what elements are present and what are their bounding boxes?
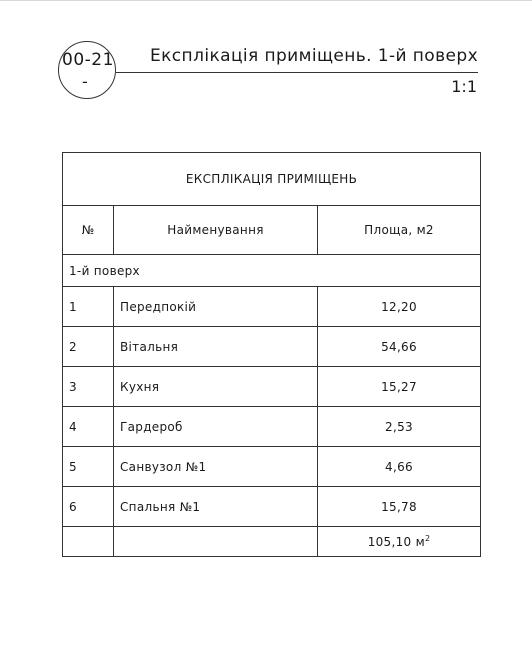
floor-group-row — [63, 255, 481, 287]
room-area: 15,27 — [318, 367, 481, 407]
drawing-title: Експлікація приміщень. 1-й поверх — [150, 46, 479, 66]
table-row — [63, 367, 481, 407]
room-name: Санвузол №1 — [114, 447, 318, 487]
room-name: Передпокій — [114, 287, 318, 327]
room-number: 1 — [63, 287, 114, 327]
room-area: 15,78 — [318, 487, 481, 527]
room-area: 12,20 — [318, 287, 481, 327]
room-number: 2 — [63, 327, 114, 367]
total-area-value: 105,10 м — [367, 535, 425, 549]
drawing-scale: 1:1 — [451, 77, 477, 96]
room-number: 3 — [63, 367, 114, 407]
table-row — [63, 487, 481, 527]
room-number: 5 — [63, 447, 114, 487]
title-underline — [116, 72, 478, 73]
table-total-row — [63, 527, 481, 557]
sheet-subnumber: - — [82, 72, 88, 91]
total-empty-cell — [114, 527, 318, 557]
table-header-row — [63, 206, 481, 255]
table-caption: ЕКСПЛІКАЦІЯ ПРИМІЩЕНЬ — [63, 153, 481, 206]
room-explication-table — [62, 152, 481, 557]
room-name: Кухня — [114, 367, 318, 407]
table-row — [63, 447, 481, 487]
room-area: 54,66 — [318, 327, 481, 367]
room-area: 2,53 — [318, 407, 481, 447]
room-number: 4 — [63, 407, 114, 447]
room-name: Вітальня — [114, 327, 318, 367]
total-area — [318, 527, 481, 557]
table-row — [63, 407, 481, 447]
total-empty-cell — [63, 527, 114, 557]
room-name: Спальня №1 — [114, 487, 318, 527]
drawing-header — [0, 0, 532, 110]
floor-label: 1-й поверх — [63, 255, 481, 287]
room-area: 4,66 — [318, 447, 481, 487]
sheet-number: 00-21 — [62, 50, 114, 70]
column-header-area: Площа, м2 — [318, 206, 481, 255]
table-row — [63, 287, 481, 327]
room-number: 6 — [63, 487, 114, 527]
table-caption-row — [63, 153, 481, 206]
column-header-name: Найменування — [114, 206, 318, 255]
column-header-number: № — [63, 206, 114, 255]
table-row — [63, 327, 481, 367]
total-area-unit-exponent: 2 — [424, 534, 431, 543]
room-name: Гардероб — [114, 407, 318, 447]
